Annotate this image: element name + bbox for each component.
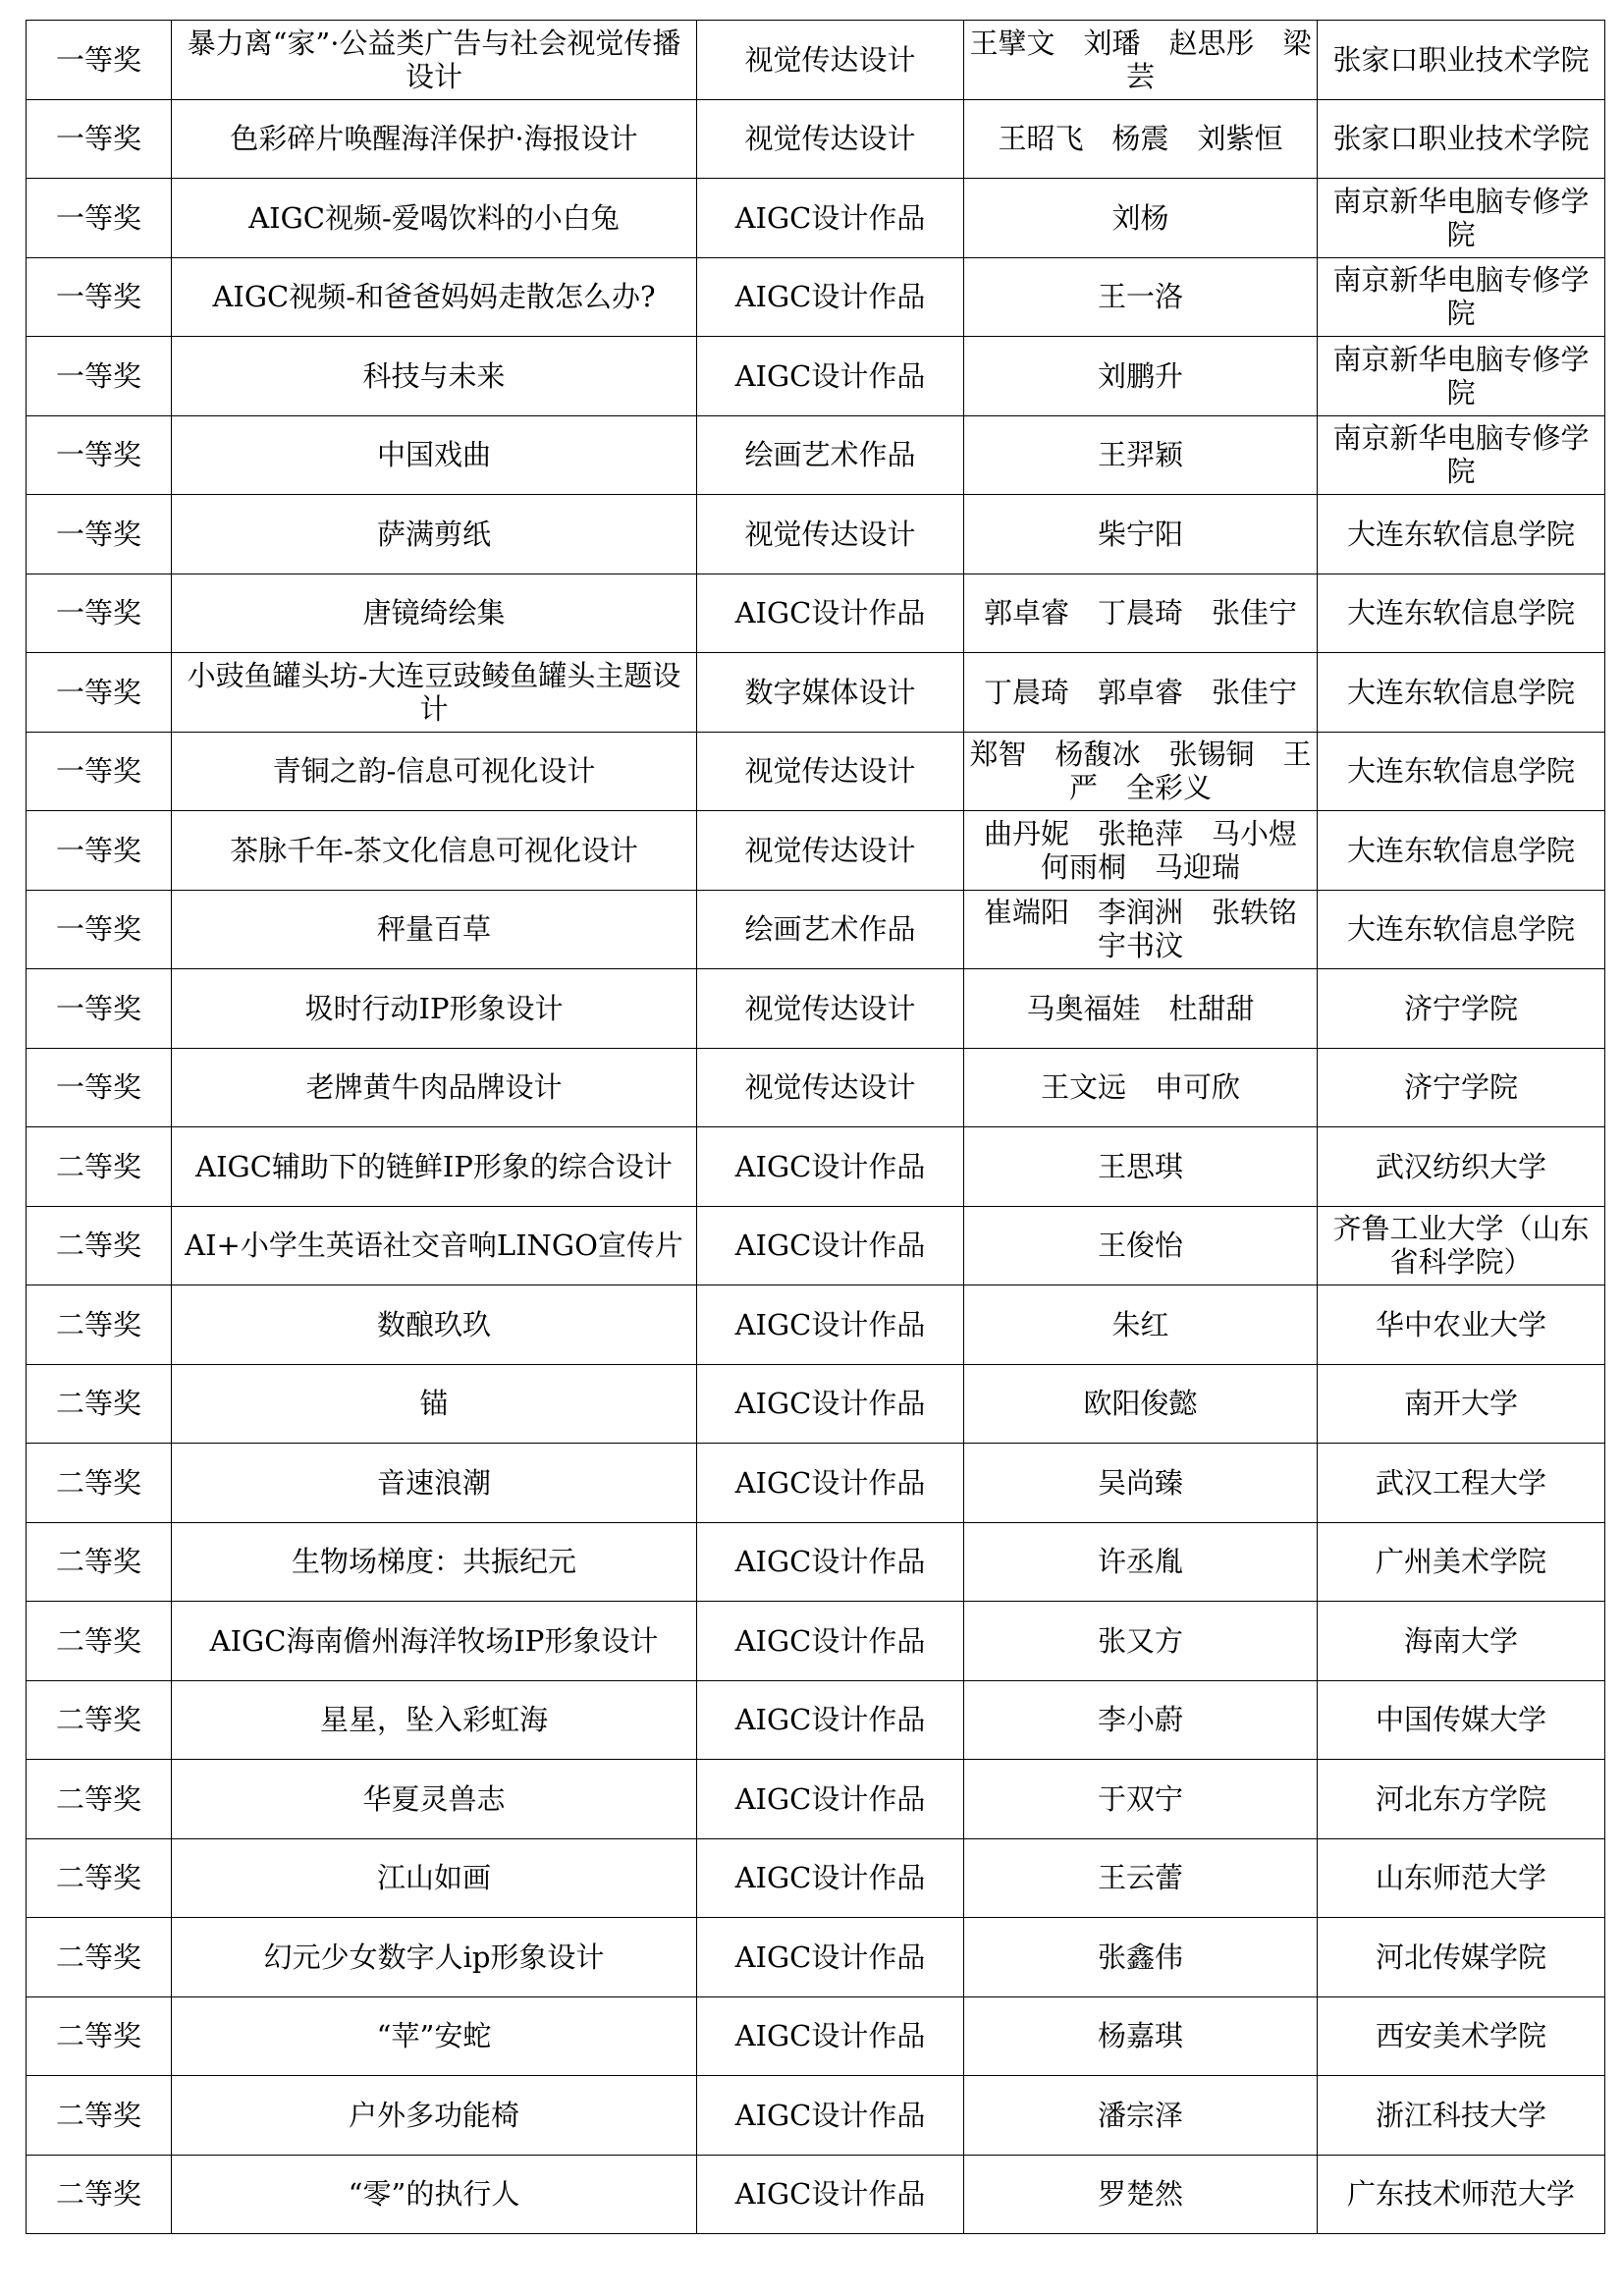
award-cell: 二等奖 (27, 1206, 172, 1285)
authors-cell: 王羿颖 (964, 415, 1318, 495)
category-cell: 视觉传达设计 (697, 21, 964, 100)
award-cell: 二等奖 (27, 1680, 172, 1760)
award-cell: 一等奖 (27, 21, 172, 100)
category-cell: AIGC设计作品 (697, 1760, 964, 1839)
school-cell: 华中农业大学 (1318, 1285, 1605, 1365)
award-cell: 一等奖 (27, 257, 172, 337)
table-row (27, 1838, 1605, 1918)
category-cell: AIGC设计作品 (697, 1602, 964, 1681)
school-cell: 海南大学 (1318, 1602, 1605, 1681)
category-cell: 绘画艺术作品 (697, 415, 964, 495)
school-cell: 大连东软信息学院 (1318, 811, 1605, 891)
authors-cell: 杨嘉琪 (964, 1996, 1318, 2076)
work-title-cell: AIGC视频-和爸爸妈妈走散怎么办? (172, 257, 697, 337)
school-cell: 武汉工程大学 (1318, 1444, 1605, 1523)
work-title-cell: AI+小学生英语社交音响LINGO宣传片 (172, 1206, 697, 1285)
work-title-cell: 中国戏曲 (172, 415, 697, 495)
category-cell: 视觉传达设计 (697, 495, 964, 574)
category-cell: AIGC设计作品 (697, 1918, 964, 1997)
category-cell: AIGC设计作品 (697, 574, 964, 653)
authors-cell: 郑智 杨馥冰 张锡铜 王严 全彩义 (964, 732, 1318, 811)
award-cell: 一等奖 (27, 574, 172, 653)
table-row (27, 574, 1605, 653)
category-cell: AIGC设计作品 (697, 1206, 964, 1285)
award-cell: 二等奖 (27, 1760, 172, 1839)
work-title-cell: AIGC海南儋州海洋牧场IP形象设计 (172, 1602, 697, 1681)
work-title-cell: 江山如画 (172, 1838, 697, 1918)
award-cell: 二等奖 (27, 1602, 172, 1681)
work-title-cell: 数酿玖玖 (172, 1285, 697, 1365)
authors-cell: 李小蔚 (964, 1680, 1318, 1760)
school-cell: 武汉纺织大学 (1318, 1127, 1605, 1207)
authors-cell: 欧阳俊懿 (964, 1364, 1318, 1444)
work-title-cell: AIGC视频-爱喝饮料的小白兔 (172, 179, 697, 258)
work-title-cell: 暴力离“家”·公益类广告与社会视觉传播设计 (172, 21, 697, 100)
authors-cell: 刘杨 (964, 179, 1318, 258)
category-cell: AIGC设计作品 (697, 1522, 964, 1602)
authors-cell: 张又方 (964, 1602, 1318, 1681)
authors-cell: 朱红 (964, 1285, 1318, 1365)
award-cell: 二等奖 (27, 1996, 172, 2076)
authors-cell: 许丞胤 (964, 1522, 1318, 1602)
table-row (27, 1127, 1605, 1207)
work-title-cell: 青铜之韵-信息可视化设计 (172, 732, 697, 811)
table-row (27, 1760, 1605, 1839)
authors-cell: 曲丹妮 张艳萍 马小煜 何雨桐 马迎瑞 (964, 811, 1318, 891)
school-cell: 西安美术学院 (1318, 1996, 1605, 2076)
award-table-body (27, 21, 1605, 2234)
table-row (27, 1444, 1605, 1523)
work-title-cell: 秤量百草 (172, 890, 697, 969)
school-cell: 济宁学院 (1318, 1048, 1605, 1127)
table-row (27, 21, 1605, 100)
work-title-cell: 老牌黄牛肉品牌设计 (172, 1048, 697, 1127)
work-title-cell: 唐镜绮绘集 (172, 574, 697, 653)
school-cell: 大连东软信息学院 (1318, 653, 1605, 733)
table-row (27, 415, 1605, 495)
school-cell: 大连东软信息学院 (1318, 890, 1605, 969)
authors-cell: 吴尚臻 (964, 1444, 1318, 1523)
authors-cell: 崔端阳 李润洲 张轶铭 宇书汶 (964, 890, 1318, 969)
authors-cell: 刘鹏升 (964, 337, 1318, 416)
award-cell: 二等奖 (27, 1918, 172, 1997)
table-row (27, 99, 1605, 179)
award-cell: 二等奖 (27, 1127, 172, 1207)
work-title-cell: “苹”安蛇 (172, 1996, 697, 2076)
school-cell: 南京新华电脑专修学院 (1318, 415, 1605, 495)
authors-cell: 柴宁阳 (964, 495, 1318, 574)
authors-cell: 张鑫伟 (964, 1918, 1318, 1997)
table-row (27, 2155, 1605, 2234)
award-cell: 一等奖 (27, 415, 172, 495)
category-cell: AIGC设计作品 (697, 1285, 964, 1365)
school-cell: 大连东软信息学院 (1318, 574, 1605, 653)
category-cell: 视觉传达设计 (697, 811, 964, 891)
category-cell: AIGC设计作品 (697, 1838, 964, 1918)
award-cell: 一等奖 (27, 890, 172, 969)
category-cell: 视觉传达设计 (697, 732, 964, 811)
award-cell: 二等奖 (27, 1522, 172, 1602)
category-cell: AIGC设计作品 (697, 1444, 964, 1523)
work-title-cell: 户外多功能椅 (172, 2076, 697, 2156)
school-cell: 齐鲁工业大学（山东省科学院） (1318, 1206, 1605, 1285)
school-cell: 河北东方学院 (1318, 1760, 1605, 1839)
work-title-cell: AIGC辅助下的链鲜IP形象的综合设计 (172, 1127, 697, 1207)
table-row (27, 732, 1605, 811)
table-row (27, 653, 1605, 733)
category-cell: AIGC设计作品 (697, 1680, 964, 1760)
category-cell: AIGC设计作品 (697, 2076, 964, 2156)
award-cell: 一等奖 (27, 1048, 172, 1127)
school-cell: 南京新华电脑专修学院 (1318, 337, 1605, 416)
work-title-cell: 幻元少女数字人ip形象设计 (172, 1918, 697, 1997)
authors-cell: 王昭飞 杨震 刘紫恒 (964, 99, 1318, 179)
table-row (27, 257, 1605, 337)
category-cell: 视觉传达设计 (697, 99, 964, 179)
category-cell: AIGC设计作品 (697, 1364, 964, 1444)
authors-cell: 潘宗泽 (964, 2076, 1318, 2156)
category-cell: 绘画艺术作品 (697, 890, 964, 969)
school-cell: 山东师范大学 (1318, 1838, 1605, 1918)
award-cell: 一等奖 (27, 969, 172, 1049)
table-row (27, 1602, 1605, 1681)
school-cell: 济宁学院 (1318, 969, 1605, 1049)
school-cell: 中国传媒大学 (1318, 1680, 1605, 1760)
school-cell: 广州美术学院 (1318, 1522, 1605, 1602)
category-cell: 数字媒体设计 (697, 653, 964, 733)
award-cell: 二等奖 (27, 1444, 172, 1523)
award-results-table (26, 20, 1605, 2234)
category-cell: 视觉传达设计 (697, 969, 964, 1049)
school-cell: 南京新华电脑专修学院 (1318, 179, 1605, 258)
award-cell: 一等奖 (27, 653, 172, 733)
work-title-cell: 锚 (172, 1364, 697, 1444)
table-row (27, 179, 1605, 258)
award-cell: 二等奖 (27, 1364, 172, 1444)
authors-cell: 王思琪 (964, 1127, 1318, 1207)
table-row (27, 1680, 1605, 1760)
table-row (27, 1364, 1605, 1444)
award-cell: 一等奖 (27, 179, 172, 258)
authors-cell: 马奥福娃 杜甜甜 (964, 969, 1318, 1049)
school-cell: 广东技术师范大学 (1318, 2155, 1605, 2234)
school-cell: 河北传媒学院 (1318, 1918, 1605, 1997)
table-row (27, 1918, 1605, 1997)
table-row (27, 1522, 1605, 1602)
award-cell: 一等奖 (27, 337, 172, 416)
award-cell: 一等奖 (27, 811, 172, 891)
award-cell: 二等奖 (27, 1838, 172, 1918)
authors-cell: 王文远 申可欣 (964, 1048, 1318, 1127)
table-row (27, 2076, 1605, 2156)
work-title-cell: 小豉鱼罐头坊-大连豆豉鲮鱼罐头主题设计 (172, 653, 697, 733)
table-row (27, 1048, 1605, 1127)
authors-cell: 王云蕾 (964, 1838, 1318, 1918)
award-cell: 二等奖 (27, 2155, 172, 2234)
category-cell: 视觉传达设计 (697, 1048, 964, 1127)
category-cell: AIGC设计作品 (697, 337, 964, 416)
school-cell: 南京新华电脑专修学院 (1318, 257, 1605, 337)
work-title-cell: 萨满剪纸 (172, 495, 697, 574)
work-title-cell: 色彩碎片唤醒海洋保护·海报设计 (172, 99, 697, 179)
category-cell: AIGC设计作品 (697, 1996, 964, 2076)
authors-cell: 王一洛 (964, 257, 1318, 337)
work-title-cell: 圾时行动IP形象设计 (172, 969, 697, 1049)
work-title-cell: 音速浪潮 (172, 1444, 697, 1523)
authors-cell: 于双宁 (964, 1760, 1318, 1839)
authors-cell: 罗楚然 (964, 2155, 1318, 2234)
work-title-cell: “零”的执行人 (172, 2155, 697, 2234)
award-cell: 一等奖 (27, 495, 172, 574)
table-row (27, 969, 1605, 1049)
award-cell: 二等奖 (27, 2076, 172, 2156)
school-cell: 大连东软信息学院 (1318, 732, 1605, 811)
authors-cell: 丁晨琦 郭卓睿 张佳宁 (964, 653, 1318, 733)
table-row (27, 337, 1605, 416)
school-cell: 张家口职业技术学院 (1318, 99, 1605, 179)
award-cell: 二等奖 (27, 1285, 172, 1365)
table-row (27, 1996, 1605, 2076)
table-row (27, 1285, 1605, 1365)
category-cell: AIGC设计作品 (697, 257, 964, 337)
category-cell: AIGC设计作品 (697, 1127, 964, 1207)
authors-cell: 王俊怡 (964, 1206, 1318, 1285)
award-cell: 一等奖 (27, 99, 172, 179)
authors-cell: 王擘文 刘璠 赵思彤 梁芸 (964, 21, 1318, 100)
category-cell: AIGC设计作品 (697, 179, 964, 258)
award-cell: 一等奖 (27, 732, 172, 811)
authors-cell: 郭卓睿 丁晨琦 张佳宁 (964, 574, 1318, 653)
work-title-cell: 华夏灵兽志 (172, 1760, 697, 1839)
work-title-cell: 科技与未来 (172, 337, 697, 416)
work-title-cell: 茶脉千年-茶文化信息可视化设计 (172, 811, 697, 891)
school-cell: 大连东软信息学院 (1318, 495, 1605, 574)
school-cell: 浙江科技大学 (1318, 2076, 1605, 2156)
work-title-cell: 星星，坠入彩虹海 (172, 1680, 697, 1760)
category-cell: AIGC设计作品 (697, 2155, 964, 2234)
school-cell: 张家口职业技术学院 (1318, 21, 1605, 100)
work-title-cell: 生物场梯度：共振纪元 (172, 1522, 697, 1602)
school-cell: 南开大学 (1318, 1364, 1605, 1444)
table-row (27, 1206, 1605, 1285)
table-row (27, 811, 1605, 891)
table-row (27, 495, 1605, 574)
table-row (27, 890, 1605, 969)
